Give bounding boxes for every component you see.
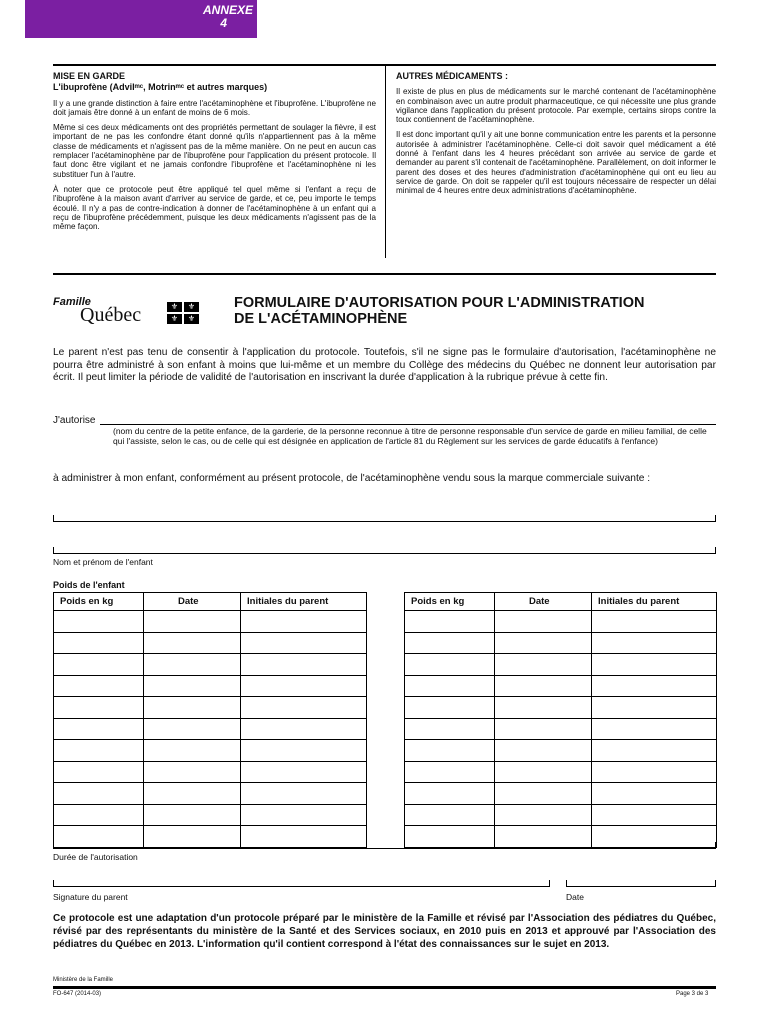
service-name-field[interactable]: [100, 424, 716, 425]
brand-name-field[interactable]: [53, 521, 716, 522]
table-row[interactable]: [54, 654, 367, 676]
other-meds-paragraph: Il existe de plus en plus de médicaments sur le marché contenant de l'acétaminophène en combinaison avec un autre produit pharmaceutique, ce qui nécessite une plus grande vigilance dans l'application du présent protocole. Par exemple, certains sirops contre la toux contiennent de l'acétaminophène.: [396, 87, 716, 125]
table-row[interactable]: [54, 804, 367, 826]
annexe-label: ANNEXE: [202, 3, 253, 17]
signature-field[interactable]: [53, 886, 550, 887]
table-row[interactable]: [54, 761, 367, 783]
signature-label: Signature du parent: [53, 892, 128, 902]
logo-famille: Famille: [53, 296, 91, 308]
table-row[interactable]: [405, 675, 717, 697]
table-row[interactable]: [54, 632, 367, 654]
annexe-number: 4: [220, 16, 227, 30]
logo-quebec: Québec: [80, 304, 142, 326]
table-row[interactable]: [54, 740, 367, 762]
j-autorise-label: J'autorise: [53, 415, 96, 426]
table-row[interactable]: [405, 740, 717, 762]
quebec-flag-icon: ⚜ ⚜ ⚜ ⚜: [167, 302, 199, 324]
table-row[interactable]: [405, 826, 717, 848]
other-meds-paragraph: Il est donc important qu'il y ait une bonne communication entre les parents et la personne autorisée à administrer l'acétaminophène. Celle-ci doit savoir quel médicament a été donné à l'enfant dans les 4 heures précédant son arrivée au service de garde et demander au parent s'il contenait de l'acétaminophène. Parallèlement, on doit informer le parent des doses et des heures d'administration d'acétaminophène qui ont eu lieu au service de garde. On doit se rappeler qu'il est toujours nécessaire de respecter un délai minimal de 4 heures entre deux administrations d'acétaminophène.: [396, 130, 716, 196]
footer-note: Ce protocole est une adaptation d'un protocole préparé par le ministère de la Famille et révisé par l'Association des pédiatres du Québec, révisé par des représentants du ministère de la Santé et des Services sociaux, en 2010 puis en 2013 et approuvé par l'Association des pédiatres du Québec en 2013. L'information qu'il contient correspond à l'état des connaissances sur le sujet en 2013.: [53, 913, 716, 950]
table-row[interactable]: [405, 761, 717, 783]
ministry-name: Ministère de la Famille: [53, 977, 114, 983]
date-label: Date: [566, 892, 584, 902]
weight-table-left: Poids en kg Date Initiales du parent: [53, 592, 367, 848]
warning-heading: MISE EN GARDE: [53, 71, 126, 81]
section-rule: [53, 273, 716, 275]
table-row[interactable]: [54, 675, 367, 697]
column-divider: [385, 66, 386, 258]
poids-title: Poids de l'enfant: [53, 580, 125, 590]
other-meds-heading: AUTRES MÉDICAMENTS :: [396, 71, 508, 81]
page-number: Page 3 de 3: [676, 991, 709, 997]
annexe-banner: [25, 0, 257, 38]
table-row[interactable]: [405, 718, 717, 740]
warning-subheading: L'ibuprofène (Advilᵐᶜ, Motrinᵐᶜ et autres marques): [53, 82, 268, 93]
table-row[interactable]: [405, 632, 717, 654]
warning-paragraph: Il y a une grande distinction à faire entre l'acétaminophène et l'ibuprofène. L'ibuprofène ne doit jamais être donné à un enfant de moins de 6 mois.: [53, 98, 376, 117]
date-field[interactable]: [566, 886, 716, 887]
warning-column: [53, 72, 376, 237]
child-name-label: Nom et prénom de l'enfant: [53, 557, 153, 567]
form-intro: Le parent n'est pas tenu de consentir à l'application du protocole. Toutefois, s'il ne signe pas le formulaire d'autorisation, l'acétaminophène ne pourra être administré à son enfant à moins que lui-même et un membre du Collège des médecins du Québec ne donnent leur autorisation par écrit. Il peut limiter la période de validité de l'autorisation en inscrivant la durée d'application à la rubrique prévue à cette fin.: [53, 347, 716, 384]
table-row[interactable]: [54, 611, 367, 633]
warning-paragraph: À noter que ce protocole peut être appliqué tel quel même si l'enfant a reçu de l'ibuprofène à la maison avant d'arriver au service de garde, et ce, peu importe le temps écoulé. Il n'y a pas de contre-indication à donner de l'acétaminophène à un enfant qui a reçu de l'ibuprofène précédemment, puisque les deux médicaments n'agissent pas de la même façon.: [53, 184, 376, 232]
table-row[interactable]: [405, 654, 717, 676]
table-row[interactable]: [54, 826, 367, 848]
duration-label: Durée de l'autorisation: [53, 852, 138, 862]
weight-table-right: Poids en kg Date Initiales du parent: [404, 592, 717, 848]
child-name-field[interactable]: [53, 553, 716, 554]
form-code: FO-647 (2014-03): [53, 991, 102, 997]
table-row[interactable]: [405, 804, 717, 826]
table-row[interactable]: [405, 783, 717, 805]
warning-paragraph: Même si ces deux médicaments ont des propriétés permettant de soulager la fièvre, il est important de ne pas les confondre étant donné qu'ils n'appartiennent pas à la même classe de médicaments et n'agissent pas de la même manière. On ne peut en aucun cas remplacer l'acétaminophène par de l'ibuprofène pour l'application du présent protocole. Il faut donc être vigilant et ne jamais confondre l'ibuprofène et l'acétaminophène ni les substituer l'un à l'autre.: [53, 123, 376, 179]
duration-field[interactable]: [53, 848, 716, 849]
table-row[interactable]: [54, 718, 367, 740]
table-row[interactable]: [405, 697, 717, 719]
other-meds-column: [396, 72, 716, 202]
table-row[interactable]: [54, 783, 367, 805]
table-row[interactable]: [405, 611, 717, 633]
j-autorise-note: (nom du centre de la petite enfance, de la garderie, de la personne reconnue à titre de personne responsable d'un service de garde en milieu familial, de celle qui l'assiste, selon le cas, ou de celle qui est désignée en application de l'article 81 du Règlement sur les services de garde éducatifs à l'enfance): [113, 426, 707, 446]
bottom-rule: [53, 986, 716, 989]
administer-text: à administrer à mon enfant, conformément au présent protocole, de l'acétaminophène vendu sous la marque commerciale suivante :: [53, 473, 651, 484]
table-row[interactable]: [54, 697, 367, 719]
form-title: FORMULAIRE D'AUTORISATION POUR L'ADMINISTRATION DE L'ACÉTAMINOPHÈNE: [234, 295, 645, 327]
